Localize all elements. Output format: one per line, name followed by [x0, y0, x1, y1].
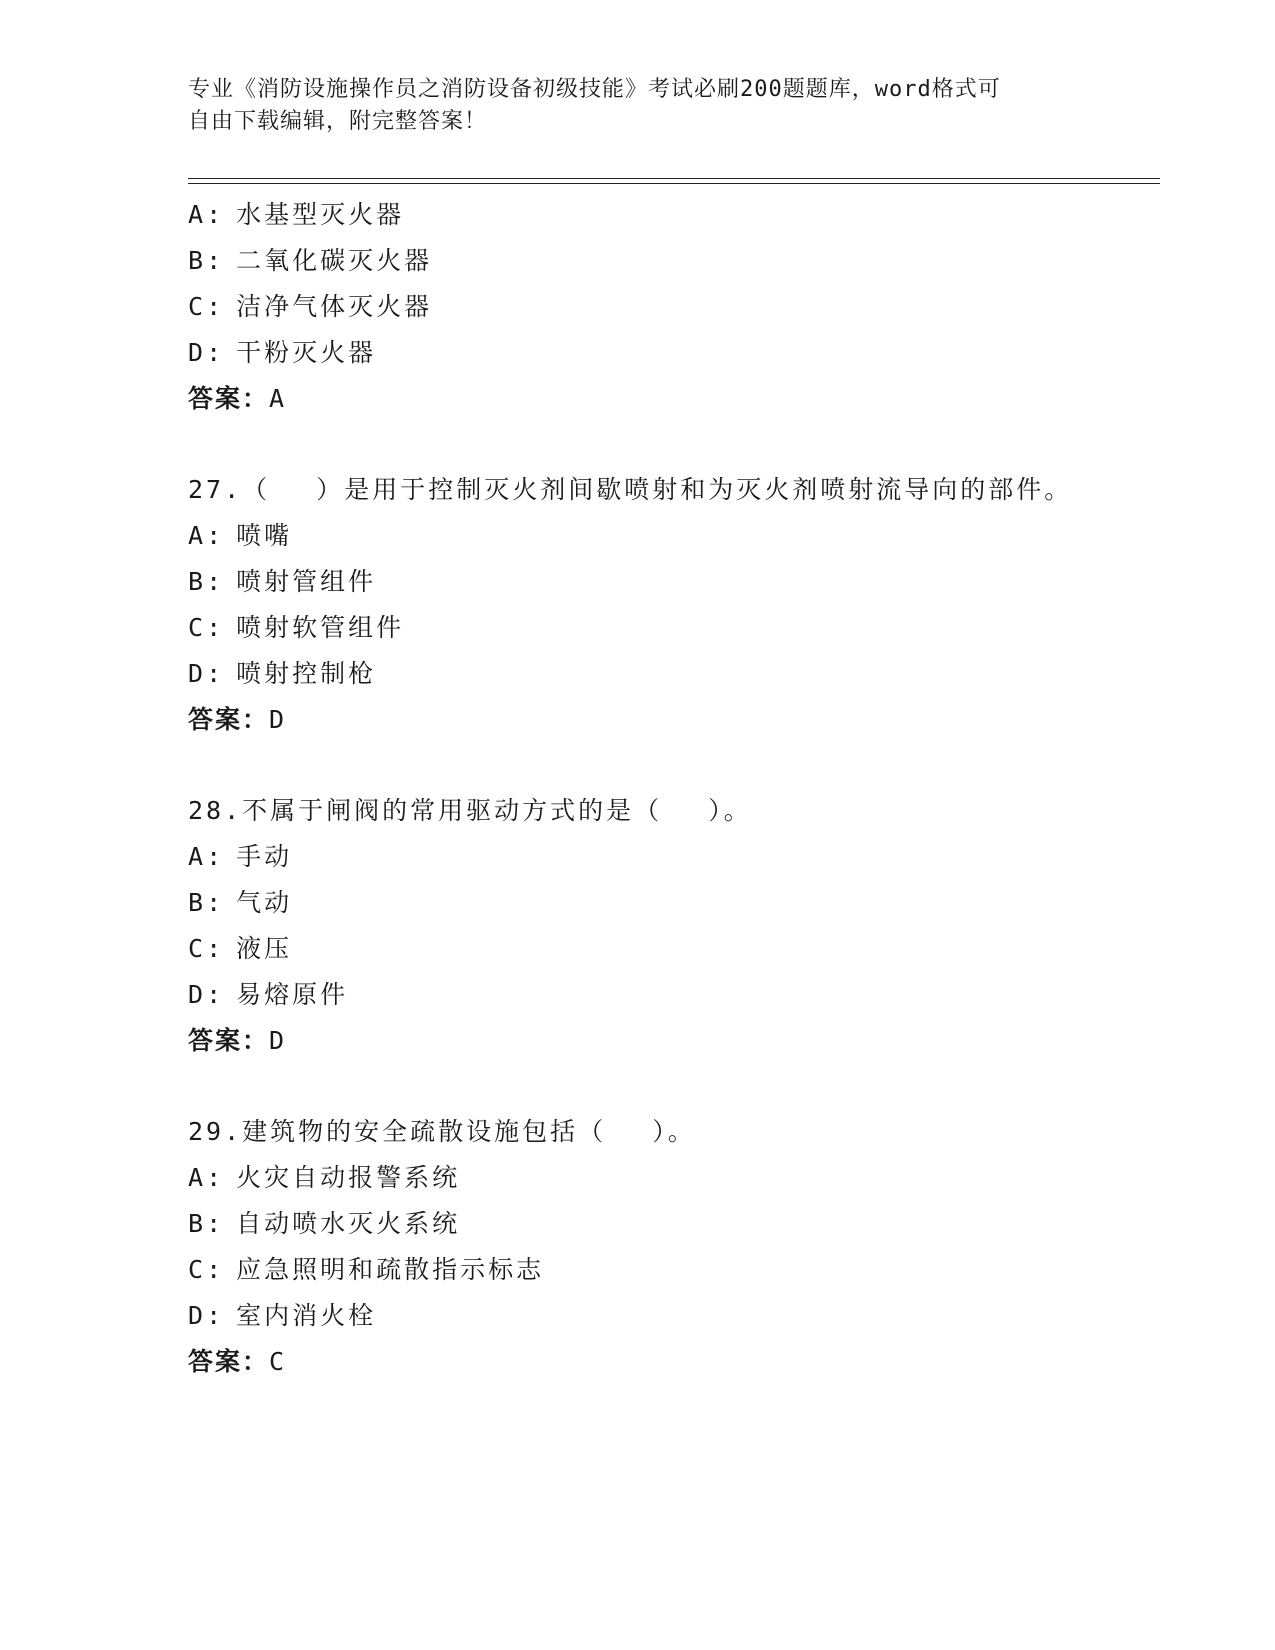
answer-line: [188, 697, 1148, 743]
option-separator: :: [206, 613, 225, 642]
option-text: 二氧化碳灭火器: [236, 246, 433, 275]
question-list: [188, 192, 1148, 1385]
option-b: [188, 559, 1148, 605]
option-text: 手动: [236, 842, 293, 871]
spacer: [188, 743, 1148, 788]
option-b: [188, 1201, 1148, 1247]
option-key: A: [188, 842, 207, 871]
option-c: [188, 1247, 1148, 1293]
option-text: 易熔原件: [236, 980, 349, 1009]
option-b: [188, 880, 1148, 926]
option-separator: :: [206, 659, 225, 688]
option-d: [188, 1293, 1148, 1339]
document-header: [188, 74, 1088, 138]
option-d: [188, 972, 1148, 1018]
option-text: 水基型灭火器: [236, 200, 405, 229]
option-separator: :: [206, 1209, 225, 1238]
answer-value: C: [269, 1347, 287, 1376]
option-separator: :: [206, 338, 225, 367]
option-separator: :: [206, 246, 225, 275]
option-key: A: [188, 521, 207, 550]
answer-value: A: [269, 384, 287, 413]
option-key: C: [188, 934, 207, 963]
answer-line: [188, 376, 1148, 422]
option-c: [188, 926, 1148, 972]
header-line-2: 自由下载编辑，附完整答案！: [188, 109, 488, 134]
option-text: 喷射软管组件: [236, 613, 405, 642]
option-key: A: [188, 200, 207, 229]
header-divider-bottom: [188, 183, 1160, 184]
option-text: 自动喷水灭火系统: [236, 1209, 461, 1238]
answer-value: D: [269, 705, 287, 734]
option-key: B: [188, 888, 207, 917]
option-text: 洁净气体灭火器: [236, 292, 433, 321]
option-key: B: [188, 567, 207, 596]
option-key: D: [188, 980, 207, 1009]
option-text: 喷嘴: [236, 521, 293, 550]
option-text: 喷射管组件: [236, 567, 377, 596]
option-key: A: [188, 1163, 207, 1192]
spacer: [188, 1064, 1148, 1109]
option-separator: :: [206, 1163, 225, 1192]
header-divider-top: [188, 178, 1160, 179]
answer-line: [188, 1339, 1148, 1385]
option-key: C: [188, 613, 207, 642]
question-block-27: [188, 467, 1148, 743]
option-d: [188, 330, 1148, 376]
question-stem: 29.建筑物的安全疏散设施包括（ ）。: [188, 1117, 696, 1146]
option-key: C: [188, 292, 207, 321]
option-text: 喷射控制枪: [236, 659, 377, 688]
option-text: 液压: [236, 934, 293, 963]
option-separator: :: [206, 1255, 225, 1284]
option-d: [188, 651, 1148, 697]
option-key: B: [188, 246, 207, 275]
answer-value: D: [269, 1026, 287, 1055]
spacer: [188, 422, 1148, 467]
answer-label: 答案：: [188, 705, 270, 734]
option-key: D: [188, 1301, 207, 1330]
option-separator: :: [206, 888, 225, 917]
question-stem: 28.不属于闸阀的常用驱动方式的是（ ）。: [188, 796, 752, 825]
option-c: [188, 605, 1148, 651]
option-a: [188, 513, 1148, 559]
answer-label: 答案：: [188, 1026, 270, 1055]
answer-line: [188, 1018, 1148, 1064]
option-key: D: [188, 659, 207, 688]
option-separator: :: [206, 200, 225, 229]
option-separator: :: [206, 567, 225, 596]
option-text: 室内消火栓: [236, 1301, 377, 1330]
option-text: 火灾自动报警系统: [236, 1163, 461, 1192]
question-block-29: [188, 1109, 1148, 1385]
option-separator: :: [206, 980, 225, 1009]
answer-label: 答案：: [188, 1347, 270, 1376]
option-separator: :: [206, 842, 225, 871]
header-line-1: 专业《消防设施操作员之消防设备初级技能》考试必刷200题题库，word格式可: [188, 77, 1001, 102]
option-separator: :: [206, 292, 225, 321]
option-b: [188, 238, 1148, 284]
option-text: 应急照明和疏散指示标志: [236, 1255, 545, 1284]
option-key: D: [188, 338, 207, 367]
option-c: [188, 284, 1148, 330]
question-stem: 27.（ ）是用于控制灭火剂间歇喷射和为灭火剂喷射流导向的部件。: [188, 475, 1073, 504]
option-key: B: [188, 1209, 207, 1238]
option-text: 干粉灭火器: [236, 338, 377, 367]
answer-label: 答案：: [188, 384, 270, 413]
option-separator: :: [206, 1301, 225, 1330]
option-a: [188, 192, 1148, 238]
question-block-28: [188, 788, 1148, 1064]
option-key: C: [188, 1255, 207, 1284]
option-separator: :: [206, 934, 225, 963]
option-a: [188, 834, 1148, 880]
option-separator: :: [206, 521, 225, 550]
option-a: [188, 1155, 1148, 1201]
question-block-partial: [188, 192, 1148, 422]
option-text: 气动: [236, 888, 293, 917]
